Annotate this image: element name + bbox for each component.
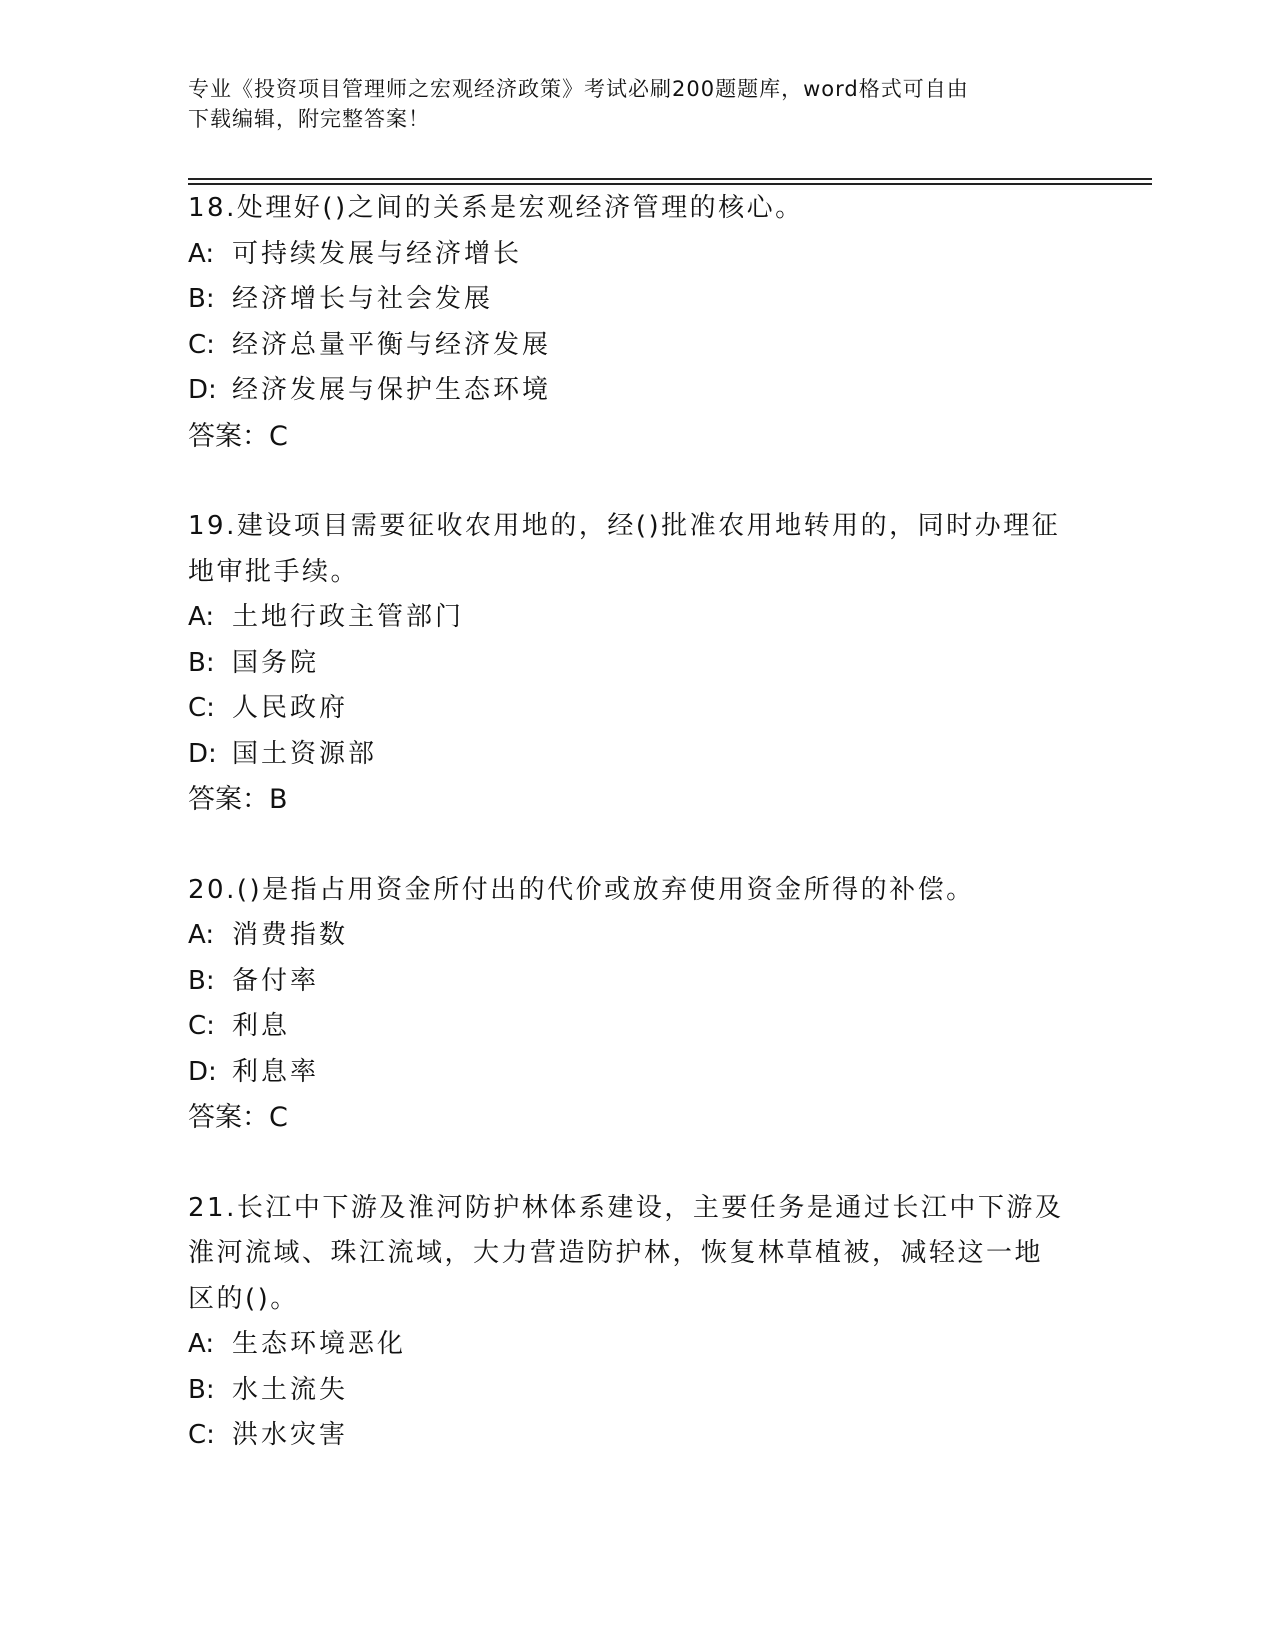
header-divider-top: [188, 178, 1152, 180]
header-divider-bottom: [188, 183, 1152, 185]
question-block: [188, 868, 1088, 1186]
option-letter: B:: [188, 647, 215, 678]
answer-option: [188, 913, 1088, 959]
answer-key: 答案：C: [188, 1102, 288, 1133]
question-stem-line: 21.长江中下游及淮河防护林体系建设，主要任务是通过长江中下游及: [188, 1192, 1064, 1223]
option-letter: A:: [188, 602, 215, 632]
option-letter: B:: [188, 965, 215, 996]
header-line-2: 下载编辑，附完整答案！: [188, 107, 430, 131]
option-letter: C:: [188, 693, 215, 723]
document-header: [188, 74, 1068, 134]
answer-key: 答案：C: [188, 420, 288, 452]
answer-option: [188, 1368, 1088, 1414]
option-text: 利息率: [232, 1056, 320, 1087]
answer-option: [188, 1322, 1088, 1368]
answer-option: [188, 1413, 1088, 1459]
option-letter: B:: [188, 1374, 215, 1405]
question-block: [188, 504, 1088, 868]
question-spacer: [188, 459, 1088, 504]
option-letter: D:: [188, 1056, 217, 1087]
option-letter: A:: [188, 920, 215, 950]
question-stem-line: 18.处理好()之间的关系是宏观经济管理的核心。: [188, 193, 804, 223]
option-text: 可持续发展与经济增长: [232, 238, 523, 269]
question-stem-line: 19.建设项目需要征收农用地的，经()批准农用地转用的，同时办理征: [188, 511, 1061, 541]
answer-option: [188, 368, 1088, 414]
question-stem-line: 20.()是指占用资金所付出的代价或放弃使用资金所得的补偿。: [188, 874, 975, 905]
answer-option: [188, 1050, 1088, 1096]
answer-option: [188, 323, 1088, 369]
option-letter: C:: [188, 329, 215, 360]
option-letter: A:: [188, 238, 215, 269]
option-letter: A:: [188, 1329, 215, 1359]
option-letter: D:: [188, 375, 217, 405]
option-text: 消费指数: [232, 920, 349, 950]
option-letter: C:: [188, 1420, 215, 1450]
option-text: 利息: [232, 1011, 291, 1041]
header-line-1: 专业《投资项目管理师之宏观经济政策》考试必刷200题题库，word格式可自由: [188, 77, 969, 101]
option-text: 国务院: [232, 647, 320, 678]
option-letter: B:: [188, 284, 215, 314]
option-letter: D:: [188, 738, 217, 769]
answer-key: 答案：B: [188, 784, 288, 815]
question-stem-line: 地审批手续。: [188, 556, 360, 587]
option-text: 水土流失: [232, 1374, 349, 1405]
option-text: 土地行政主管部门: [232, 602, 465, 632]
answer-option: [188, 686, 1088, 732]
question-stem-line: 区的()。: [188, 1283, 299, 1314]
option-letter: C:: [188, 1011, 215, 1041]
question-block: [188, 1186, 1088, 1459]
answer-option: [188, 959, 1088, 1005]
option-text: 生态环境恶化: [232, 1329, 407, 1359]
option-text: 经济总量平衡与经济发展: [232, 329, 552, 360]
question-spacer: [188, 823, 1088, 868]
question-block: [188, 186, 1088, 504]
option-text: 人民政府: [232, 693, 349, 723]
question-list: [188, 186, 1088, 1459]
answer-option: [188, 595, 1088, 641]
option-text: 洪水灾害: [232, 1420, 349, 1450]
option-text: 备付率: [232, 965, 320, 996]
answer-option: [188, 1004, 1088, 1050]
answer-option: [188, 232, 1088, 278]
answer-option: [188, 641, 1088, 687]
option-text: 经济发展与保护生态环境: [232, 375, 552, 405]
question-spacer: [188, 1141, 1088, 1186]
option-text: 经济增长与社会发展: [232, 284, 494, 314]
answer-option: [188, 277, 1088, 323]
answer-option: [188, 732, 1088, 778]
option-text: 国土资源部: [232, 738, 378, 769]
question-stem-line: 淮河流域、珠江流域，大力营造防护林，恢复林草植被，减轻这一地: [188, 1238, 1044, 1268]
